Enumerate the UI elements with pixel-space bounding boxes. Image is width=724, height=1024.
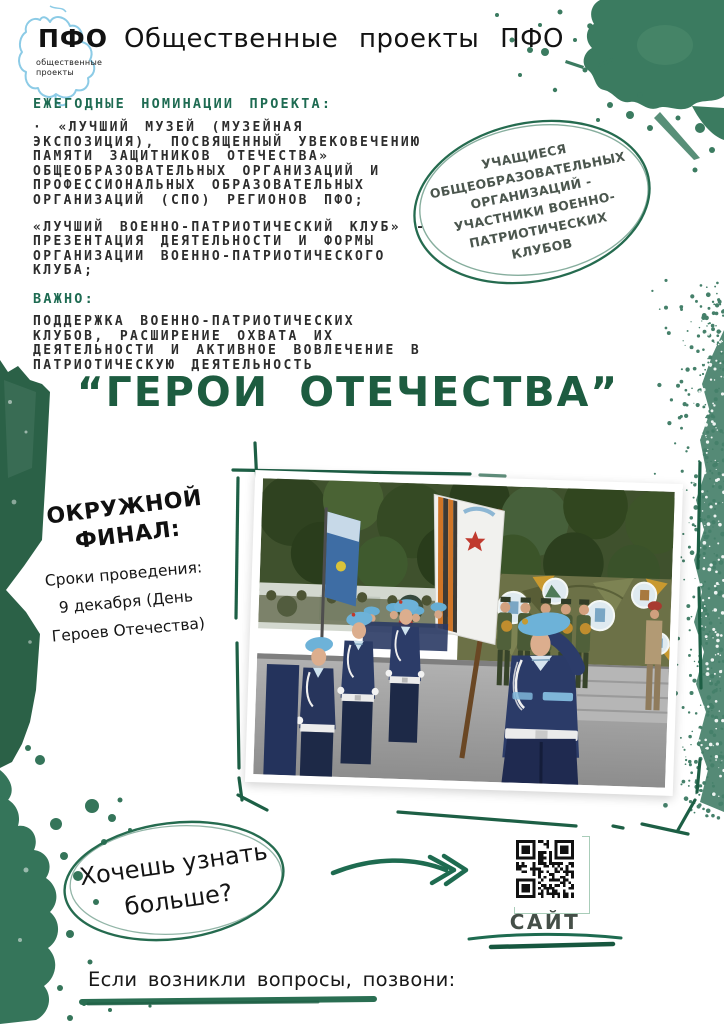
site-underline-stroke: [465, 931, 625, 953]
footer-contact-text: Если возникли вопросы, позвони:: [88, 968, 456, 991]
logo-subtitle: общественные проекты: [36, 58, 103, 77]
final-heading: ОКРУЖНОЙ ФИНАЛ:: [45, 485, 204, 554]
logo-abbreviation: ПФО: [38, 24, 108, 53]
cadet-partial: [263, 664, 299, 775]
arrow-right-icon: [328, 843, 478, 895]
qr-code: [508, 831, 582, 907]
nomination-item-1: · «ЛУЧШИЙ МУЗЕЙ (МУЗЕЙНАЯ ЭКСПОЗИЦИЯ), ПОСВЯЩЕННЫЙ УВЕКОВЕЧЕНИЮ ПАМЯТИ ЗАЩИТНИКОВ ОТЕЧЕСТВА» ОБЩЕОБРАЗОВАТЕЛЬНЫХ ОРГАНИЗАЦИЙ И ПРОФЕССИОНАЛЬНЫХ ОБРАЗОВАТЕЛЬНЫХ ОРГАНИЗАЦИЙ (СПО) РЕГИОНОВ ПФО;: [33, 120, 422, 208]
nominations-heading: ЕЖЕГОДНЫЕ НОМИНАЦИИ ПРОЕКТА:: [33, 96, 333, 112]
learn-more-text: Хочешь узнать больше?: [77, 837, 270, 922]
parade-photo: [245, 470, 683, 796]
qr-code-image: [516, 840, 574, 898]
nomination-item-2: «ЛУЧШИЙ ВОЕННО-ПАТРИОТИЧЕСКИЙ КЛУБ» - ПРЕЗЕНТАЦИЯ ДЕЯТЕЛЬНОСТИ И ФОРМЫ ОРГАНИЗАЦИИ ВОЕННО-ПАТРИОТИЧЕСКОГО КЛУБА;: [33, 219, 427, 279]
audience-oval-badge: [405, 106, 661, 300]
footer-underline-stroke: [78, 994, 378, 1008]
parade-photo-illustration: [253, 478, 675, 787]
site-label: САЙТ: [509, 910, 581, 934]
important-text: ПОДДЕРЖКА ВОЕННО-ПАТРИОТИЧЕСКИХ КЛУБОВ, РАСШИРЕНИЕ ОХВАТА ИХ ДЕЯТЕЛЬНОСТИ И АКТИВНОЕ ВОВЛЕЧЕНИЕ В ПАТРИОТИЧЕСКУЮ ДЕЯТЕЛЬНОСТЬ: [33, 313, 422, 373]
district-final-block: [36, 485, 216, 646]
final-dates: Сроки проведения: 9 декабря (День Героев Отечества): [44, 558, 206, 646]
nominations-section: [33, 96, 437, 385]
page-title: Общественные проекты ПФО: [124, 24, 564, 54]
audience-badge-text: УЧАЩИЕСЯ ОБЩЕОБРАЗОВАТЕЛЬНЫХ ОРГАНИЗАЦИЙ - УЧАСТНИКИ ВОЕННО-ПАТРИОТИЧЕСКИХ КЛУБОВ: [428, 140, 627, 262]
learn-more-oval-badge: [60, 818, 292, 946]
main-title: “ГЕРОИ ОТЕЧЕСТВА”: [76, 368, 620, 416]
important-heading: ВАЖНО:: [33, 290, 95, 307]
